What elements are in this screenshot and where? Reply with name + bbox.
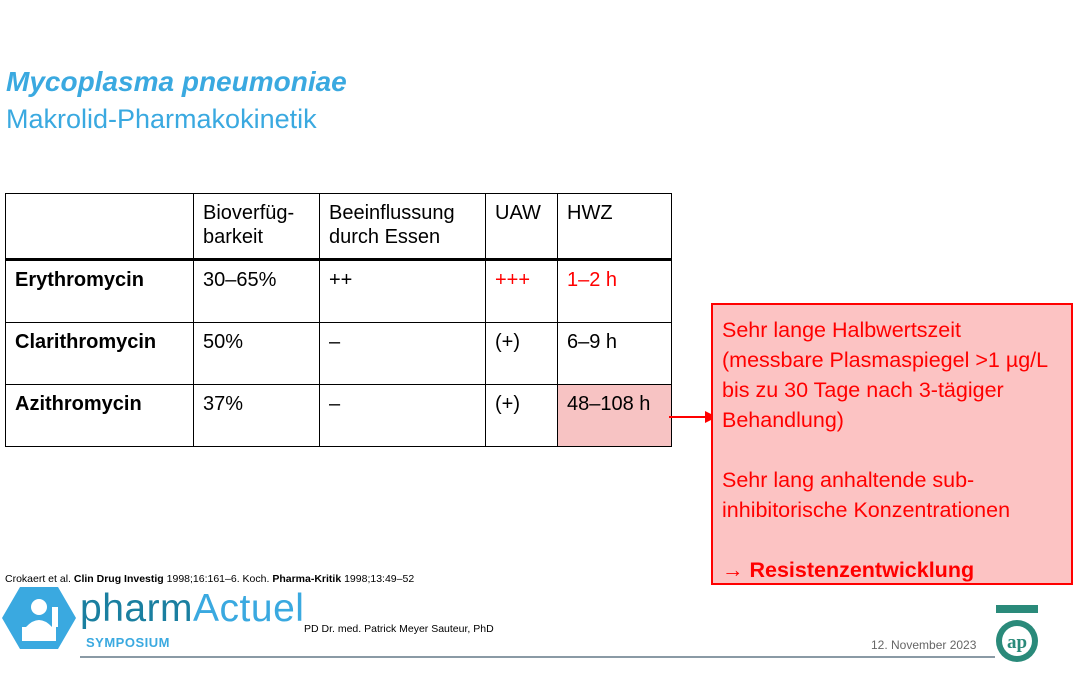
- header-cell-food: Beeinflussung durch Essen: [320, 194, 486, 260]
- slide-subtitle: Makrolid-Pharmakokinetik: [6, 104, 317, 134]
- drug-name: Clarithromycin: [6, 323, 194, 385]
- callout-box: [711, 303, 1073, 585]
- table-row: [6, 260, 672, 323]
- svg-text:ap: ap: [1006, 632, 1028, 653]
- adverse-cell: (+): [486, 323, 558, 385]
- bioavailability-cell: 50%: [194, 323, 320, 385]
- reference-citation: Crokaert et al. Clin Drug Investig 1998;16:161–6. Koch. Pharma-Kritik 1998;13:49–52: [5, 573, 415, 585]
- half-life-cell: 6–9 h: [558, 323, 672, 385]
- footer-divider: [80, 656, 995, 658]
- header-cell-half-life: HWZ: [558, 194, 672, 260]
- table-row: [6, 385, 672, 447]
- bioavailability-cell: 37%: [194, 385, 320, 447]
- callout-line-half-life: Sehr lange Halbwertszeit (messbare Plasmaspiegel >1 µg/L bis zu 30 Tage nach 3-tägiger Behandlung): [722, 318, 1048, 432]
- food-cell: –: [320, 385, 486, 447]
- drug-name: Erythromycin: [6, 260, 194, 323]
- header-cell-bioavailability: Bioverfüg- barkeit: [194, 194, 320, 260]
- logo-wordmark: pharmActuel: [80, 587, 305, 630]
- callout-line-subinhibitory: Sehr lang anhaltende sub-inhibitorische Konzentrationen: [722, 468, 1011, 522]
- pharmactuel-logo: [0, 583, 305, 653]
- author-name: PD Dr. med. Patrick Meyer Sauteur, PhD: [304, 623, 494, 635]
- adverse-cell: +++: [486, 260, 558, 323]
- table-header-row: [6, 194, 672, 260]
- half-life-cell-highlighted: 48–108 h: [558, 385, 672, 447]
- presentation-date: 12. November 2023: [871, 638, 977, 652]
- slide-title: Mycoplasma pneumoniae: [6, 66, 347, 97]
- arrow-right-icon: [669, 407, 717, 427]
- header-cell-adverse: UAW: [486, 194, 558, 260]
- logo-subtitle: SYMPOSIUM: [86, 635, 170, 650]
- table-row: [6, 323, 672, 385]
- ap-badge-icon: [994, 603, 1040, 667]
- food-cell: ++: [320, 260, 486, 323]
- pharmacokinetics-table: [5, 193, 672, 447]
- callout-line-resistance: → Resistenzentwicklung: [722, 558, 975, 582]
- presenter-icon: [0, 583, 78, 653]
- drug-name: Azithromycin: [6, 385, 194, 447]
- food-cell: –: [320, 323, 486, 385]
- adverse-cell: (+): [486, 385, 558, 447]
- bioavailability-cell: 30–65%: [194, 260, 320, 323]
- half-life-cell: 1–2 h: [558, 260, 672, 323]
- header-cell-empty: [6, 194, 194, 260]
